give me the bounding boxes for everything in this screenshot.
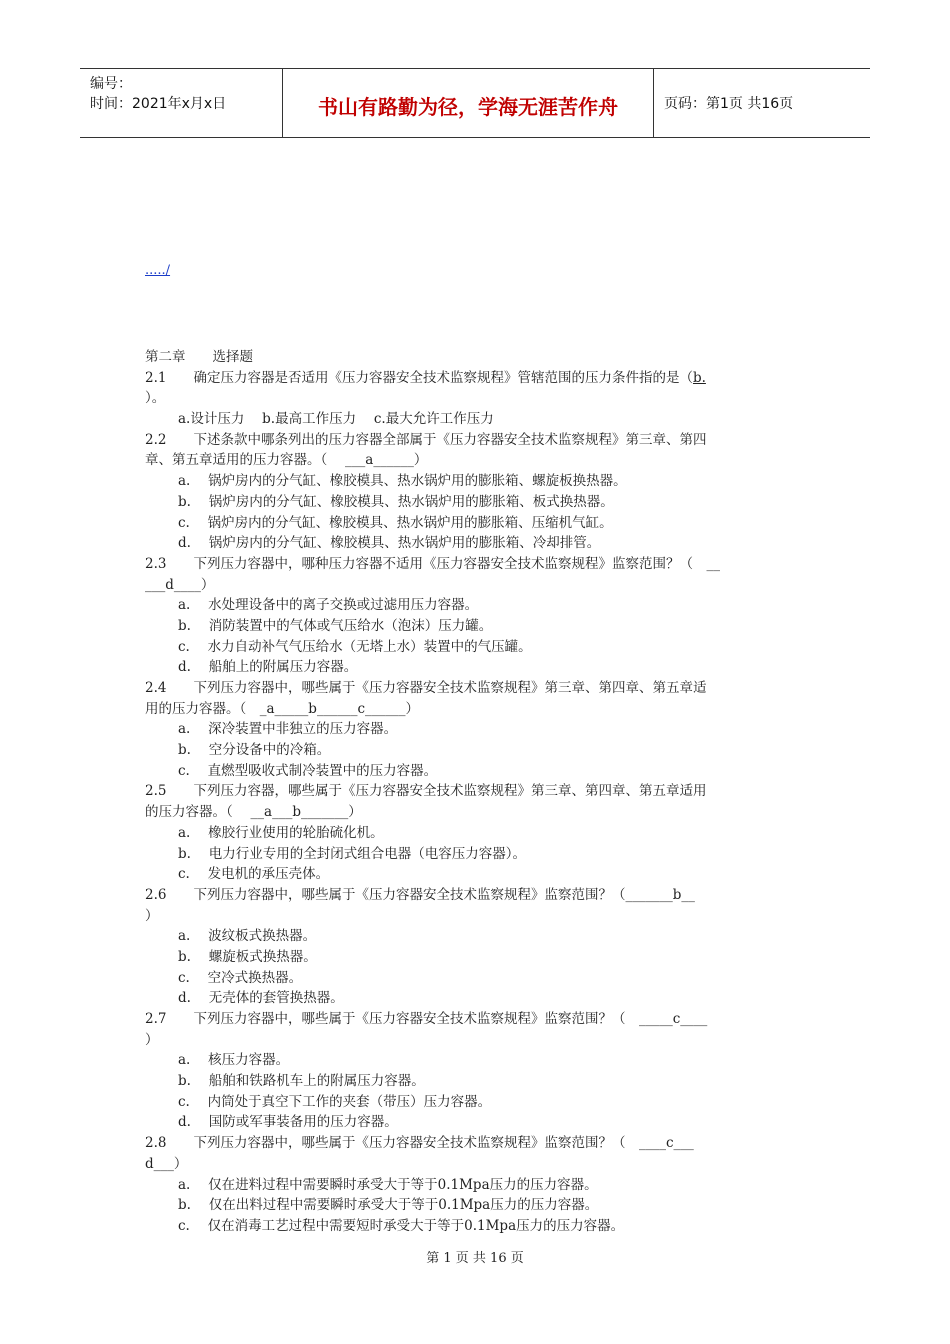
- answer-option: [145, 988, 805, 1009]
- question-text: [145, 678, 805, 699]
- line-text: 章、第五章适用的压力容器。（ ___a______）: [145, 452, 428, 469]
- answer-option: [145, 761, 805, 782]
- line-text: 2.6 下列压力容器中，哪些属于《压力容器安全技术监察规程》监察范围？（_______b__: [145, 886, 695, 903]
- line-text: b. 螺旋板式换热器。: [178, 948, 317, 965]
- header-slogan: 书山有路勤为径，学海无涯苦作舟: [318, 95, 618, 119]
- question-text: [145, 1030, 805, 1051]
- line-text: ）: [145, 907, 159, 924]
- line-text: d. 锅炉房内的分气缸、橡胶模具、热水锅炉用的膨胀箱、冷却排管。: [178, 535, 601, 552]
- line-text: a. 水处理设备中的离子交换或过滤用压力容器。: [178, 597, 479, 614]
- line-text: b. 空分设备中的冷箱。: [178, 742, 331, 759]
- line-text: 2.8 下列压力容器中，哪些属于《压力容器安全技术监察规程》监察范围？（ ____c___: [145, 1135, 694, 1152]
- line-text: ___d____）: [145, 576, 215, 593]
- chapter-heading: [145, 347, 805, 368]
- question-text: [145, 885, 805, 906]
- line-text: c. 空冷式换热器。: [178, 969, 303, 986]
- line-text: c. 内筒处于真空下工作的夹套（带压）压力容器。: [178, 1093, 492, 1110]
- line-text: 2.5 下列压力容器，哪些属于《压力容器安全技术监察规程》第三章、第四章、第五章适用: [145, 783, 707, 800]
- question-text: [145, 699, 805, 720]
- question-text: [145, 1009, 805, 1030]
- answer-option: [145, 513, 805, 534]
- question-text: [145, 430, 805, 451]
- document-time-label: 时间：2021年x月x日: [90, 96, 227, 112]
- line-text: a. 橡胶行业使用的轮胎硫化机。: [178, 824, 384, 841]
- line-text: 2.2 下述条款中哪条列出的压力容器全部属于《压力容器安全技术监察规程》第三章、第四: [145, 431, 707, 448]
- line-text: c. 仅在消毒工艺过程中需要短时承受大于等于0.1Mpa压力的压力容器。: [178, 1217, 625, 1234]
- answer-option: [145, 719, 805, 740]
- line-text: a. 核压力容器。: [178, 1052, 290, 1069]
- line-text: d. 船舶上的附属压力容器。: [178, 659, 358, 676]
- line-text: 的压力容器。（ __a___b_______）: [145, 804, 362, 821]
- answer-option: [145, 823, 805, 844]
- answer-option: [145, 947, 805, 968]
- line-text: c. 直燃型吸收式制冷装置中的压力容器。: [178, 762, 438, 779]
- answer-option: [145, 595, 805, 616]
- answer-option: [145, 471, 805, 492]
- line-text: a. 波纹板式换热器。: [178, 928, 317, 945]
- line-text: 用的压力容器。（ _a_____b______c______）: [145, 700, 420, 717]
- line-text: 2.3 下列压力容器中，哪种压力容器不适用《压力容器安全技术监察规程》监察范围？（ __: [145, 555, 720, 572]
- answer-mark: b.: [692, 369, 706, 386]
- answer-option: [145, 616, 805, 637]
- answer-option: [145, 968, 805, 989]
- answer-option: [145, 533, 805, 554]
- question-text: [145, 450, 805, 471]
- header-meta-cell: [80, 69, 283, 137]
- answer-option: [145, 1092, 805, 1113]
- line-text: d___）: [145, 1155, 188, 1172]
- page-footer: 第 1 页 共 16 页: [426, 1251, 524, 1266]
- answer-option: [145, 1175, 805, 1196]
- line-text: b. 船舶和铁路机车上的附属压力容器。: [178, 1073, 425, 1090]
- line-text: b. 消防装置中的气体或气压给水（泡沫）压力罐。: [178, 617, 493, 634]
- line-text: b. 仅在出料过程中需要瞬时承受大于等于0.1Mpa压力的压力容器。: [178, 1197, 599, 1214]
- answer-option: [145, 409, 805, 430]
- answer-option: [145, 657, 805, 678]
- page-header: [80, 68, 870, 138]
- question-text: [145, 575, 805, 596]
- question-text: [145, 1154, 805, 1175]
- line-text: 2.1 确定压力容器是否适用《压力容器安全技术监察规程》管辖范围的压力条件指的是（: [145, 369, 693, 386]
- answer-option: [145, 1071, 805, 1092]
- answer-option: [145, 740, 805, 761]
- question-text: [145, 554, 805, 575]
- line-text: a. 仅在进料过程中需要瞬时承受大于等于0.1Mpa压力的压力容器。: [178, 1176, 598, 1193]
- answer-option: [145, 864, 805, 885]
- line-text: c. 发电机的承压壳体。: [178, 866, 330, 883]
- line-text: 第二章 选择题: [145, 349, 253, 365]
- line-text: c. 锅炉房内的分气缸、橡胶模具、热水锅炉用的膨胀箱、压缩机气缸。: [178, 514, 613, 531]
- answer-option: [145, 1216, 805, 1237]
- line-text: ）: [145, 1031, 159, 1048]
- answer-option: [145, 1112, 805, 1133]
- line-text: a. 深冷装置中非独立的压力容器。: [178, 721, 398, 738]
- question-text: [145, 388, 805, 409]
- line-text: c. 水力自动补气气压给水（无塔上水）装置中的气压罐。: [178, 638, 532, 655]
- line-text: ）。: [145, 390, 166, 407]
- line-text: d. 国防或军事装备用的压力容器。: [178, 1114, 398, 1131]
- question-list: [145, 347, 805, 1237]
- header-slogan-cell: [283, 69, 654, 137]
- answer-option: [145, 1195, 805, 1216]
- line-text: b. 电力行业专用的全封闭式组合电器（电容压力容器）。: [178, 845, 526, 862]
- question-text: [145, 368, 805, 389]
- header-page-cell: [654, 69, 870, 137]
- line-text: a. 锅炉房内的分气缸、橡胶模具、热水锅炉用的膨胀箱、螺旋板换热器。: [178, 473, 627, 490]
- question-text: [145, 1133, 805, 1154]
- question-text: [145, 906, 805, 927]
- line-text: b. 锅炉房内的分气缸、橡胶模具、热水锅炉用的膨胀箱、板式换热器。: [178, 493, 614, 510]
- header-page-info: 页码：第1页 共16页: [664, 96, 794, 112]
- answer-option: [145, 492, 805, 513]
- answer-option: [145, 844, 805, 865]
- line-text: 2.4 下列压力容器中，哪些属于《压力容器安全技术监察规程》第三章、第四章、第五章适: [145, 680, 707, 696]
- question-text: [145, 781, 805, 802]
- line-text: 2.7 下列压力容器中，哪些属于《压力容器安全技术监察规程》监察范围？（ _____c____: [145, 1011, 708, 1027]
- document-number-label: 编号：: [90, 76, 132, 92]
- answer-option: [145, 1050, 805, 1071]
- line-text: d. 无壳体的套管换热器。: [178, 990, 344, 1007]
- answer-option: [145, 926, 805, 947]
- line-text: a.设计压力 b.最高工作压力 c.最大允许工作压力: [178, 411, 494, 428]
- answer-option: [145, 637, 805, 658]
- document-link[interactable]: ...../: [145, 263, 171, 278]
- question-text: [145, 802, 805, 823]
